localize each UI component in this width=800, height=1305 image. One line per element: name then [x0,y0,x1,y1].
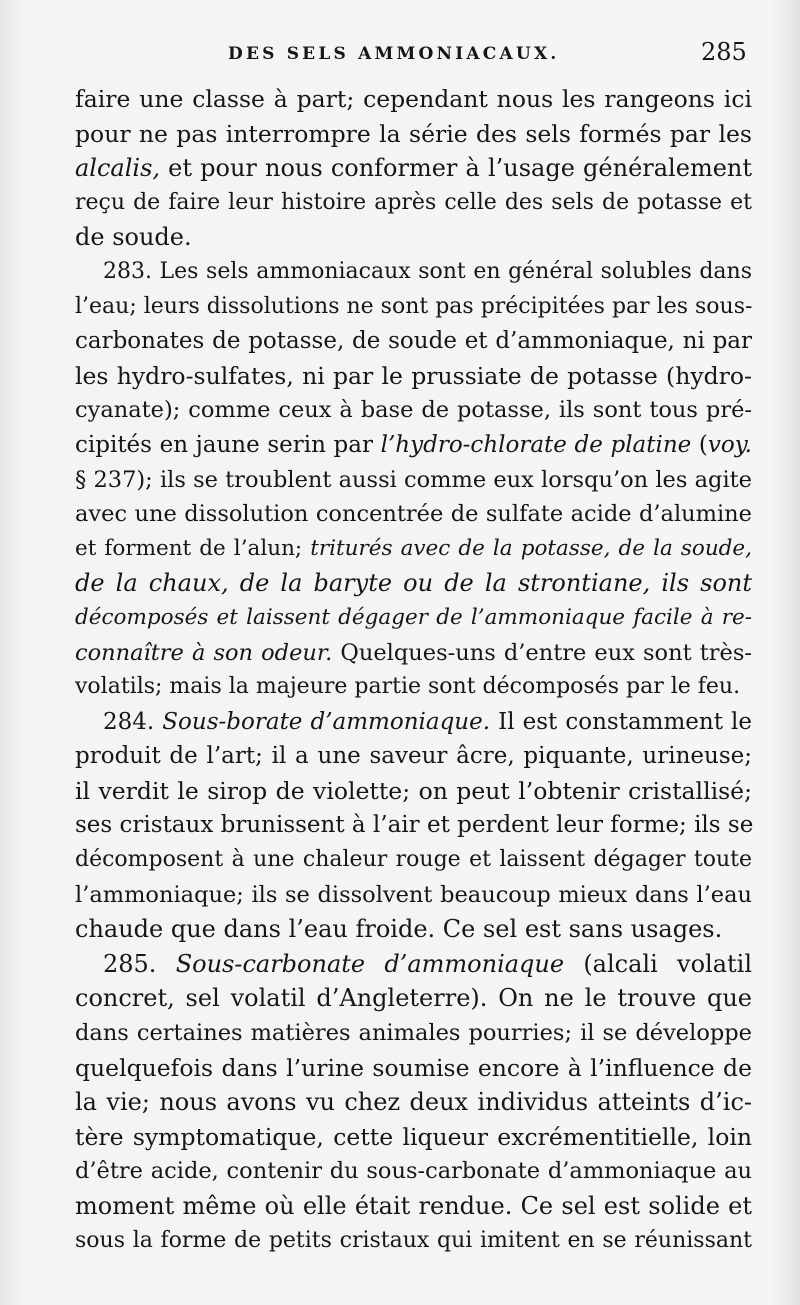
text-line [75,843,752,878]
text-segment: (alcali volatil [564,949,752,978]
text-segment: carbonates de potasse, de soude et d’ammoniaque, ni par [75,328,752,355]
text-line [75,808,752,843]
text-line [75,1224,752,1259]
text-line [75,670,752,705]
text-segment: quelquefois dans l’urine soumise encore à l’influence de [75,1053,752,1082]
text-segment: pour ne pas interrompre la série des sels formés par les [75,119,752,148]
body-text [75,82,752,1258]
text-line [75,497,752,532]
running-title: DES SELS AMMONIACAUX. [228,44,560,64]
text-line [75,428,752,463]
text-line [75,774,752,809]
text-line [75,532,752,567]
text-segment: ( [691,431,708,458]
text-segment: cipités en jaune serin par [75,431,381,458]
text-line [75,151,752,186]
italic-text: de la chaux, de la baryte ou de la strontiane, ils sont [75,569,752,598]
text-line [75,220,752,255]
italic-text: connaître à son odeur. [75,639,333,666]
text-segment: la vie; nous avons vu chez deux individus atteints d’ic- [75,1088,752,1117]
text-segment: avec une dissolution concentrée de sulfate acide d’alumine [75,501,752,528]
text-line [75,1189,752,1224]
text-segment: de soude. [75,223,192,252]
text-line [75,636,752,671]
text-line [75,463,752,498]
text-segment: cyanate); comme ceux à base de potasse, ils sont tous pré- [75,397,752,424]
text-line [75,1016,752,1051]
italic-text: décomposés et laissent dégager de l’ammoniaque facile à re- [75,604,752,630]
text-line [75,947,752,982]
text-line [75,186,752,221]
text-line [75,82,752,117]
text-segment: d’être acide, contenir du sous-carbonate d’ammoniaque au [75,1158,752,1185]
text-line [75,290,752,325]
text-segment: faire une classe à part; cependant nous les rangeons ici [75,85,752,113]
text-segment: chaude que dans l’eau froide. Ce sel est sans usages. [75,915,723,944]
text-segment: il verdit le sirop de violette; on peut l’obtenir cristallisé; [75,776,752,805]
text-segment: sous la forme de petits cristaux qui imitent en se réunissant [75,1227,752,1253]
text-segment: Quelques-uns d’entre eux sont très- [332,639,752,666]
text-line [75,255,752,290]
page-number: 285 [701,38,747,66]
italic-text: triturés avec de la potasse, de la soude, [310,535,752,561]
text-segment: reçu de faire leur histoire après celle des sels de potasse et [75,189,752,215]
text-line [75,878,752,913]
text-line [75,912,752,947]
text-segment: les hydro-sulfates, ni par le prussiate de potasse (hydro- [75,361,752,390]
text-line [75,566,752,601]
text-segment: moment même où elle était rendue. Ce sel est solide et [75,1192,752,1220]
text-segment: l’eau; leurs dissolutions ne sont pas précipitées par les sous- [75,293,753,319]
text-line [75,981,752,1016]
text-line [75,359,752,394]
text-line [75,1085,752,1120]
italic-text: Sous-carbonate d’ammoniaque [175,949,565,978]
text-line [75,1120,752,1155]
text-line [75,117,752,152]
text-segment: § 237); ils se troublent aussi comme eux lorsqu’on les agite [75,466,752,493]
text-segment: 283. Les sels ammoniacaux sont en général solubles dans [103,258,752,284]
text-line [75,324,752,359]
text-segment: l’ammoniaque; ils se dissolvent beaucoup mieux dans l’eau [75,881,752,908]
text-segment: et forment de l’alun; [75,535,311,561]
text-segment: et pour nous conformer à l’usage généralement [160,154,752,183]
italic-text: alcalis, [75,154,161,183]
text-line [75,1154,752,1189]
text-segment: ses cristaux brunissent à l’air et perdent leur forme; ils se [75,812,754,839]
text-segment: volatils; mais la majeure partie sont décomposés par le feu. [75,674,741,700]
italic-text: Sous-borate d’ammoniaque. [162,708,491,735]
text-line [75,393,752,428]
text-segment: 285. [103,949,176,978]
italic-text: voy. [707,431,752,458]
text-segment: dans certaines matières animales pourries; il se développe [75,1020,752,1047]
text-line [75,739,752,774]
text-segment: produit de l’art; il a une saveur âcre, piquante, urineuse; [75,743,752,770]
text-segment: 284. [103,708,163,735]
text-line [75,705,752,740]
text-segment: concret, sel volatil d’Angleterre). On ne le trouve que [75,984,752,1013]
text-line [75,1051,752,1086]
italic-text: l’hydro-chlorate de platine [380,431,692,458]
text-segment: tère symptomatique, cette liqueur excrémentitielle, loin [75,1122,752,1151]
text-line [75,601,752,636]
text-segment: Il est constamment le [490,708,752,735]
text-segment: décomposent à une chaleur rouge et laissent dégager toute [75,847,752,873]
